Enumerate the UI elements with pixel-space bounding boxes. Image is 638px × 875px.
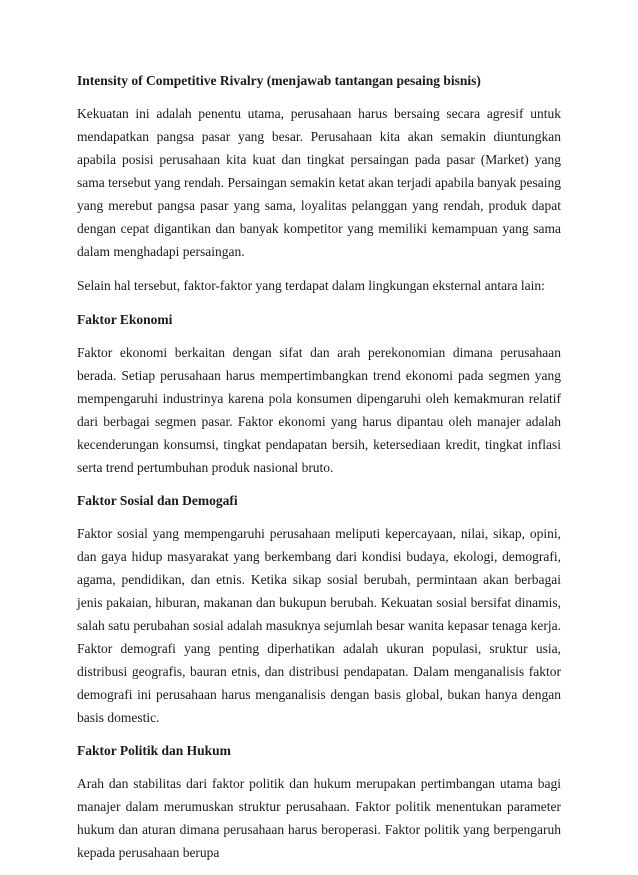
section-heading-politik: Faktor Politik dan Hukum bbox=[77, 743, 231, 758]
section-heading-sosial: Faktor Sosial dan Demogafi bbox=[77, 493, 238, 508]
section-heading-ekonomi: Faktor Ekonomi bbox=[77, 312, 173, 327]
section-heading-rivalry: Intensity of Competitive Rivalry (menjawab tantangan pesaing bisnis) bbox=[77, 73, 481, 88]
paragraph-ekonomi: Faktor ekonomi berkaitan dengan sifat dan arah perekonomian dimana perusahaan berada. Setiap perusahaan harus mempertimbangkan trend ekonomi pada segmen yang mempengaruhi industrinya karena pola konsumen dipengaruhi oleh kemakmuran relatif dari berbagai segmen pasar. Faktor ekonomi yang harus dipantau oleh manajer adalah kecenderungan konsumsi, tingkat pendapatan bersih, ketersediaan kredit, tingkat inflasi serta trend pertumbuhan produk nasional bruto. bbox=[77, 345, 561, 475]
paragraph-politik: Arah dan stabilitas dari faktor politik dan hukum merupakan pertimbangan utama bagi manajer dalam merumuskan struktur perusahaan. Faktor politik menentukan parameter hukum dan aturan dimana perusahaan harus beroperasi. Faktor politik yang berpengaruh kepada perusahaan berupa bbox=[77, 776, 561, 860]
paragraph-rivalry: Kekuatan ini adalah penentu utama, perusahaan harus bersaing secara agresif untuk mendapatkan pangsa pasar yang besar. Perusahaan kita akan semakin diuntungkan apabila posisi perusahaan kita kuat dan tingkat persaingan pada pasar (Market) yang sama tersebut yang rendah. Persaingan semakin ketat akan terjadi apabila banyak pesaing yang merebut pangsa pasar yang sama, loyalitas pelanggan yang rendah, produk dapat dengan cepat digantikan dan banyak kompetitor yang memiliki kemampuan yang sama dalam menghadapi persaingan. bbox=[77, 106, 561, 259]
document-page bbox=[77, 70, 561, 875]
paragraph-sosial: Faktor sosial yang mempengaruhi perusahaan meliputi kepercayaan, nilai, sikap, opini, dan gaya hidup masyarakat yang berkembang dari kondisi budaya, ekologi, demografi, agama, pendidikan, dan etnis. Ketika sikap sosial berubah, permintaan akan berbagai jenis pakaian, hiburan, makanan dan bukupun berubah. Kekuatan sosial bersifat dinamis, salah satu perubahan sosial adalah masuknya sejumlah besar wanita kepasar tenaga kerja. Faktor demografi yang penting diperhatikan adalah ukuran populasi, sruktur usia, distribusi geografis, bauran etnis, dan distribusi pendapatan. Dalam menganalisis faktor demografi ini perusahaan harus menganalisis dengan basis global, bukan hanya dengan basis domestic. bbox=[77, 526, 561, 725]
paragraph-intro: Selain hal tersebut, faktor-faktor yang terdapat dalam lingkungan eksternal antara lain: bbox=[77, 278, 545, 293]
